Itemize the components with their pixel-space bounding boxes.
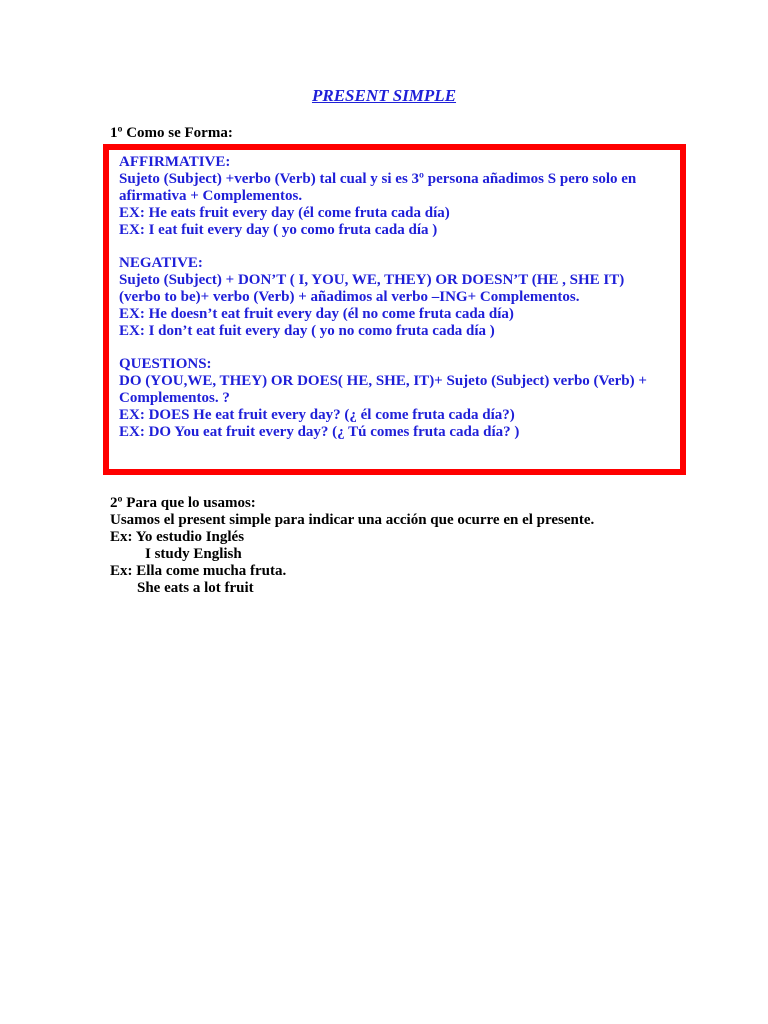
questions-example2: EX: DO You eat fruit every day? (¿ Tú comes fruta cada día? ) — [119, 424, 520, 440]
questions-heading: QUESTIONS: — [119, 356, 212, 372]
usage-example1-english: I study English — [145, 546, 242, 562]
usage-example2-english: She eats a lot fruit — [137, 580, 254, 596]
affirmative-rule-line2: afirmativa + Complementos. — [119, 188, 303, 204]
section2-heading: 2º Para que lo usamos: — [110, 495, 256, 511]
questions-example1: EX: DOES He eat fruit every day? (¿ él come fruta cada día?) — [119, 407, 515, 423]
questions-rule-line2: Complementos. ? — [119, 390, 230, 406]
affirmative-heading: AFFIRMATIVE: — [119, 154, 231, 170]
negative-rule-line2: (verbo to be)+ verbo (Verb) + añadimos al verbo –ING+ Complementos. — [119, 289, 580, 305]
section1-heading: 1º Como se Forma: — [110, 125, 233, 141]
negative-heading: NEGATIVE: — [119, 255, 203, 271]
negative-rule-line1: Sujeto (Subject) + DON’T ( I, YOU, WE, THEY) OR DOESN’T (HE , SHE IT) — [119, 272, 625, 288]
affirmative-example1: EX: He eats fruit every day (él come fruta cada día) — [119, 205, 450, 221]
usage-example2-spanish: Ex: Ella come mucha fruta. — [110, 563, 287, 579]
questions-rule-line1: DO (YOU,WE, THEY) OR DOES( HE, SHE, IT)+ Sujeto (Subject) verbo (Verb) + — [119, 373, 647, 389]
negative-example1: EX: He doesn’t eat fruit every day (él no come fruta cada día) — [119, 306, 514, 322]
affirmative-rule-line1: Sujeto (Subject) +verbo (Verb) tal cual y si es 3º persona añadimos S pero solo en — [119, 171, 637, 187]
negative-example2: EX: I don’t eat fuit every day ( yo no como fruta cada día ) — [119, 323, 495, 339]
usage-example1-spanish: Ex: Yo estudio Inglés — [110, 529, 245, 545]
usage-description: Usamos el present simple para indicar una acción que ocurre en el presente. — [110, 512, 595, 528]
affirmative-example2: EX: I eat fuit every day ( yo como fruta cada día ) — [119, 222, 438, 238]
page-title: PRESENT SIMPLE — [311, 86, 457, 105]
